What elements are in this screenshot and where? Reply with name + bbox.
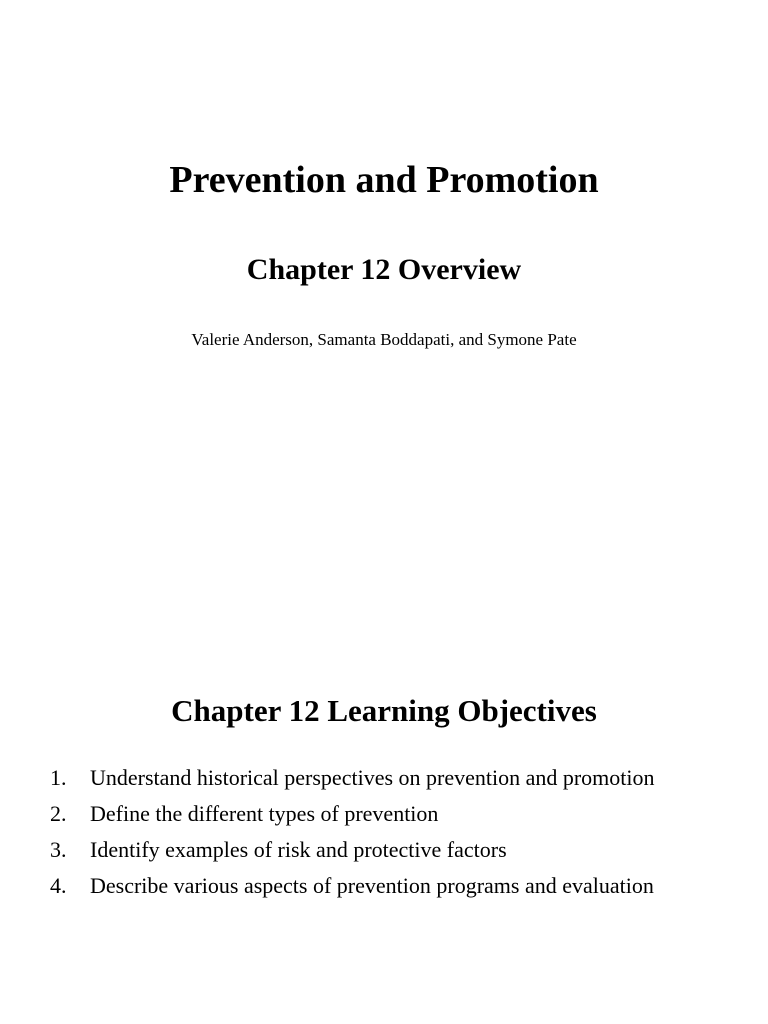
list-item-text: Identify examples of risk and protective factors	[90, 837, 507, 862]
list-item	[50, 836, 670, 864]
list-item-number: 3.	[50, 837, 67, 862]
list-item-number: 1.	[50, 765, 67, 790]
list-item-text: Understand historical perspectives on prevention and promotion	[90, 765, 655, 790]
slide-subtitle: Chapter 12 Overview	[246, 253, 522, 286]
list-item	[50, 764, 670, 792]
list-item-text: Describe various aspects of prevention programs and evaluation	[90, 873, 654, 898]
authors-line: Valerie Anderson, Samanta Boddapati, and Symone Pate	[191, 330, 577, 349]
list-item-text: Define the different types of prevention	[90, 801, 439, 826]
list-item-number: 2.	[50, 801, 67, 826]
objectives-list	[50, 764, 670, 908]
list-item-number: 4.	[50, 873, 67, 898]
list-item	[50, 800, 670, 828]
slide-title: Prevention and Promotion	[169, 159, 599, 201]
objectives-slide	[0, 512, 768, 1024]
list-item	[50, 872, 670, 900]
objectives-title: Chapter 12 Learning Objectives	[171, 693, 597, 728]
